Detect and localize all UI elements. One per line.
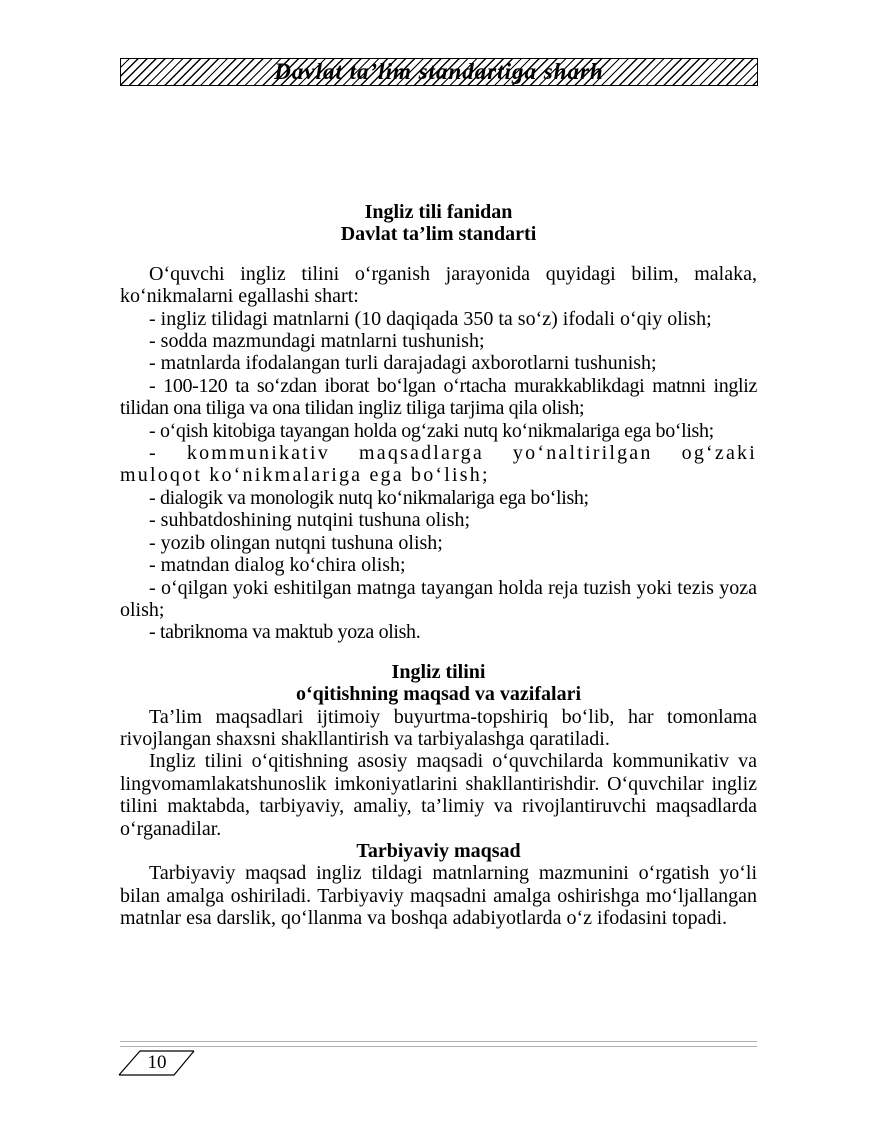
- section-educational-goal: [120, 840, 757, 930]
- list-item: - o‘qilgan yoki eshitilgan matnga tayangan holda reja tuzish yoki tezis yoza olish;: [120, 576, 757, 621]
- page-number: 10: [147, 1052, 167, 1073]
- body-paragraph: Ingliz tilini o‘qitishning asosiy maqsadi o‘quvchilarda kommunikativ va lingvomamlakatshunoslik imkoniyatlarini shakllantirishdir. O‘quvchilar ingliz tilini maktabda, tarbiyaviy, amaliy, ta’limiy va rivojlantiruvchi maqsadlarda o‘rganadilar.: [120, 750, 757, 840]
- section-heading-line: Davlat ta’lim standarti: [340, 223, 537, 246]
- section-heading-line: Ingliz tili fanidan: [364, 201, 513, 223]
- section-heading-line: Tarbiyaviy maqsad: [356, 839, 521, 862]
- list-item: - dialogik va monologik nutq ko‘nikmalariga ega bo‘lish;: [149, 486, 589, 509]
- page-body: [120, 201, 757, 930]
- list-item: - suhbatdoshining nutqini tushuna olish;: [149, 509, 471, 532]
- list-item: - 100-120 ta so‘zdan iborat bo‘lgan o‘rtacha murakkablikdagi matnni ingliz tilidan ona tiliga va ona tilidan ingliz tiliga tarjima qila olish;: [120, 374, 757, 420]
- list-item: - kommunikativ maqsadlarga yo‘naltirilgan og‘zaki muloqot ko‘nikmalariga ega bo‘lish;: [120, 442, 757, 487]
- list-item: - matndan dialog ko‘chira olish;: [149, 554, 406, 577]
- list-item: - matnlarda ifodalangan turli darajadagi axborotlarni tushunish;: [149, 352, 657, 375]
- list-item: - yozib olingan nutqni tushuna olish;: [149, 531, 443, 554]
- body-paragraph: Ta’lim maqsadlari ijtimoiy buyurtma-topshiriq bo‘lib, har tomonlama rivojlangan shaxsni shakllantirish va tarbiyalashga qaratiladi.: [120, 705, 757, 750]
- section-heading-line: Ingliz tilini: [391, 660, 486, 683]
- list-item: - sodda mazmundagi matnlarni tushunish;: [149, 330, 485, 353]
- list-item: - o‘qish kitobiga tayangan holda og‘zaki nutq ko‘nikmalariga ega bo‘lish;: [149, 419, 714, 442]
- section-standard: [120, 201, 757, 644]
- list-item: - ingliz tilidagi matnlarni (10 daqiqada 350 ta so‘z) ifodali o‘qiy olish;: [149, 307, 712, 330]
- running-header-title: Davlat ta’lim standartiga sharh: [274, 59, 604, 84]
- intro-paragraph: O‘quvchi ingliz tilini o‘rganish jarayonida quyidagi bilim, malaka, ko‘nikmalarni egallashi shart:: [120, 262, 757, 308]
- list-item: - tabriknoma va maktub yoza olish.: [149, 621, 421, 644]
- section-goals: [120, 661, 757, 840]
- body-paragraph: Tarbiyaviy maqsad ingliz tildagi matnlarning mazmunini o‘rgatish yo‘li bilan amalga oshiriladi. Tarbiyaviy maqsadni amalga oshirishga mo‘ljallangan matnlar esa darslik, qo‘llanma va boshqa adabiyotlarda o‘z ifodasini topadi.: [120, 862, 757, 930]
- footer-rule: [120, 1041, 757, 1042]
- section-heading-line: o‘qitishning maqsad va vazifalari: [295, 683, 582, 706]
- footer-rule: [120, 1046, 757, 1047]
- running-header: [120, 58, 758, 86]
